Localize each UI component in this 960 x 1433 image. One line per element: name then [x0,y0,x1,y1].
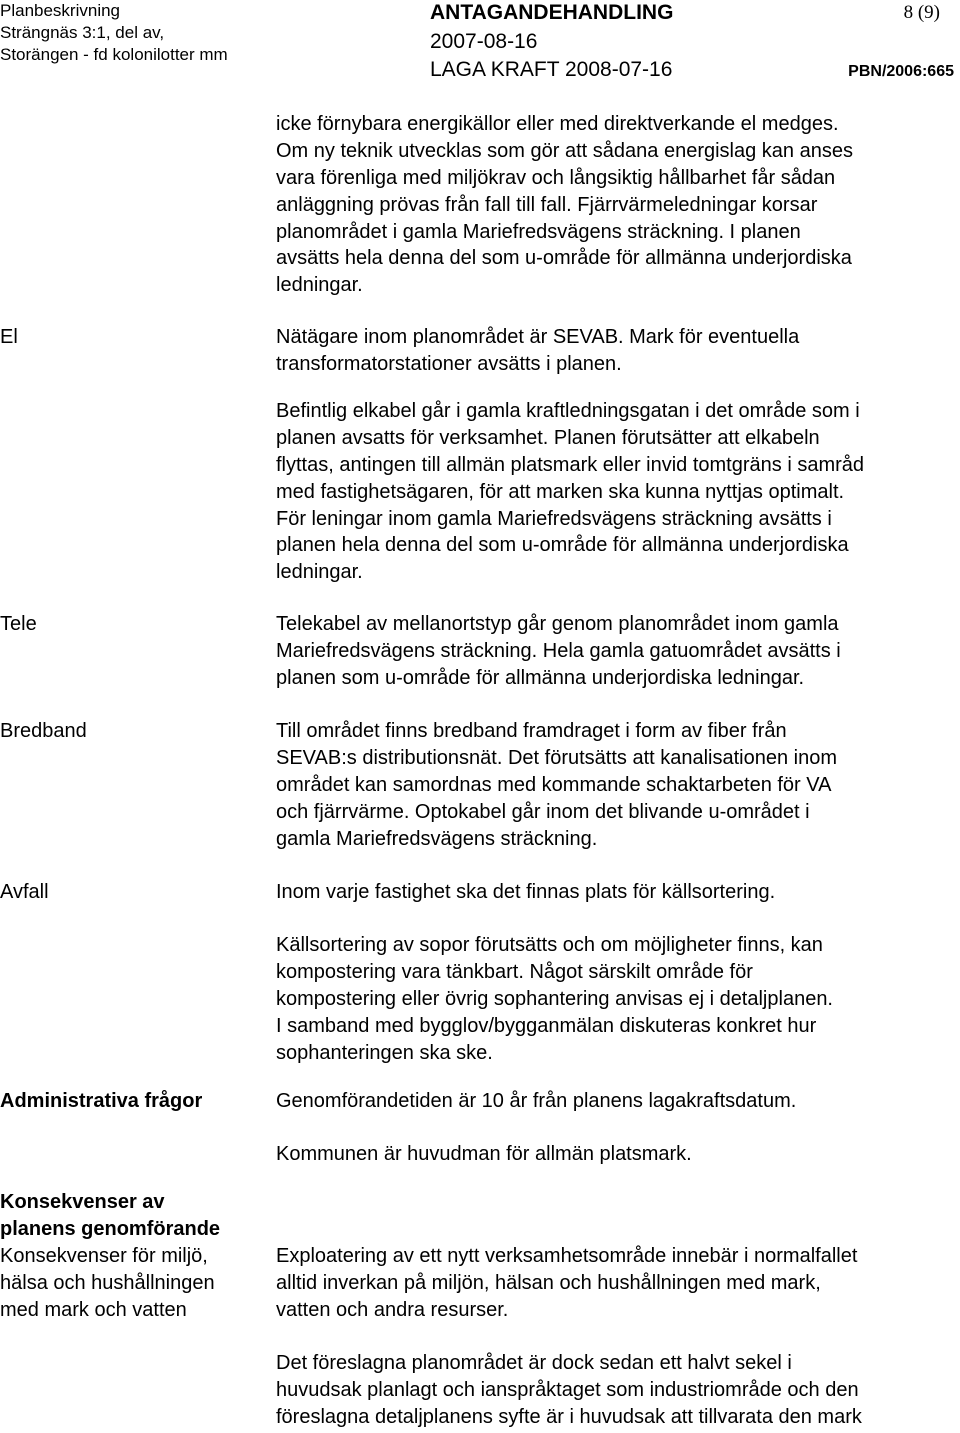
section-label-bredband: Bredband [0,720,87,742]
header-property: Strängnäs 3:1, del av, [0,23,165,42]
paragraph-el-owner [276,324,960,378]
text-line: planen hela denna del som u-område för allmänna underjordiska [276,534,849,557]
text-line: ledningar. [276,561,363,584]
text-line: alltid inverkan på miljön, hälsan och hushållningen med mark, [276,1271,821,1294]
section-label-miljo-2: hälsa och hushållningen [0,1272,215,1294]
text-line: Exploatering av ett nytt verksamhetsområde innebär i normalfallet [276,1245,858,1267]
section-label-el: El [0,326,18,348]
text-line: SEVAB:s distributionsnät. Det förutsätts att kanalisationen inom [276,746,838,769]
section-label-avfall: Avfall [0,881,49,903]
header-ref: PBN/2006:665 [848,63,954,80]
paragraph-konsekvenser-impact [276,1243,960,1324]
paragraph-admin-owner [276,1141,960,1168]
text-line: Nätägare inom planområdet är SEVAB. Mark för eventuella [276,326,800,348]
paragraph-el-cable [276,398,960,586]
text-line: I samband med bygglov/bygganmälan diskuteras konkret hur [276,1014,817,1037]
text-line: Genomförandetiden är 10 år från planens lagakraftsdatum. [276,1090,797,1112]
text-line: Telekabel av mellanortstyp går genom planområdet inom gamla [276,613,839,635]
text-line: med fastighetsägaren, för att marken ska kunna nyttjas optimalt. [276,480,845,503]
text-line: gamla Mariefredsvägens sträckning. [276,827,598,850]
text-line: kompostering vara tänkbart. Något särskilt område för [276,960,753,983]
page-number: 8 (9) [903,2,940,23]
text-line: Till området finns bredband framdraget i form av fiber från [276,720,787,742]
text-line: huvudsak planlagt och ianspråktaget som industriområde och den [276,1378,859,1401]
text-line: Mariefredsvägens sträckning. Hela gamla gatuområdet avsätts i [276,639,841,662]
text-line: vara förenliga med miljökrav och långsiktig hållbarhet får sådan [276,166,836,189]
header-area: Storängen - fd kolonilotter mm [0,45,228,64]
header-status: ANTAGANDEHANDLING [430,1,674,24]
paragraph-bredband [276,718,960,852]
text-line: avsätts hela denna del som u-område för allmänna underjordiska [276,247,852,270]
header-laga-kraft: LAGA KRAFT 2008-07-16 [430,58,673,81]
text-line: flyttas, antingen till allmän platsmark eller invid tomtgräns i samråd [276,453,865,476]
text-line: Befintlig elkabel går i gamla kraftledningsgatan i det område som i [276,400,860,422]
section-label-miljo-1: Konsekvenser för miljö, [0,1245,208,1267]
header-date: 2007-08-16 [430,30,538,53]
section-label-konsekvenser-2: planens genomförande [0,1218,221,1240]
text-line: ledningar. [276,274,363,297]
section-label-admin: Administrativa frågor [0,1090,203,1112]
section-label-konsekvenser-1: Konsekvenser av [0,1191,165,1213]
text-line: planområdet i gamla Mariefredsvägens sträckning. I planen [276,220,801,243]
text-line: vatten och andra resurser. [276,1298,509,1321]
section-label-tele: Tele [0,613,37,635]
text-line: anläggning prövas från fall till fall. Fjärrvärmeledningar korsar [276,193,818,216]
text-line: transformatorstationer avsätts i planen. [276,352,622,375]
text-line: För leningar inom gamla Mariefredsvägens sträckning avsätts i [276,507,832,530]
text-line: Om ny teknik utvecklas som gör att sådana energislag kan anses [276,139,853,162]
paragraph-energy [276,111,960,299]
text-line: Kommunen är huvudman för allmän platsmark. [276,1143,692,1165]
paragraph-avfall-compost [276,932,960,1066]
paragraph-konsekvenser-history [276,1350,960,1431]
text-line: planen avsatts för verksamhet. Planen förutsätter att elkabeln [276,426,820,449]
text-line: Inom varje fastighet ska det finnas plats för källsortering. [276,881,776,903]
text-line: Det föreslagna planområdet är dock sedan ett halvt sekel i [276,1352,792,1374]
section-label-miljo-3: med mark och vatten [0,1299,187,1321]
text-line: icke förnybara energikällor eller med direktverkande el medges. [276,113,839,135]
text-line: planen som u-område för allmänna underjordiska ledningar. [276,666,805,689]
text-line: området kan samordnas med kommande schaktarbeten för VA [276,773,832,796]
paragraph-avfall-sorting [276,879,960,906]
text-line: kompostering eller övrig sophantering anvisas ej i detaljplanen. [276,987,833,1010]
paragraph-tele [276,611,960,692]
text-line: föreslagna detaljplanens syfte är i huvudsak att tillvarata den mark [276,1405,862,1428]
paragraph-admin-time [276,1088,960,1115]
header-doc-type: Planbeskrivning [0,1,121,20]
text-line: och fjärrvärme. Optokabel går inom det blivande u-området i [276,800,810,823]
text-line: sophanteringen ska ske. [276,1041,493,1064]
text-line: Källsortering av sopor förutsätts och om möjligheter finns, kan [276,934,823,956]
